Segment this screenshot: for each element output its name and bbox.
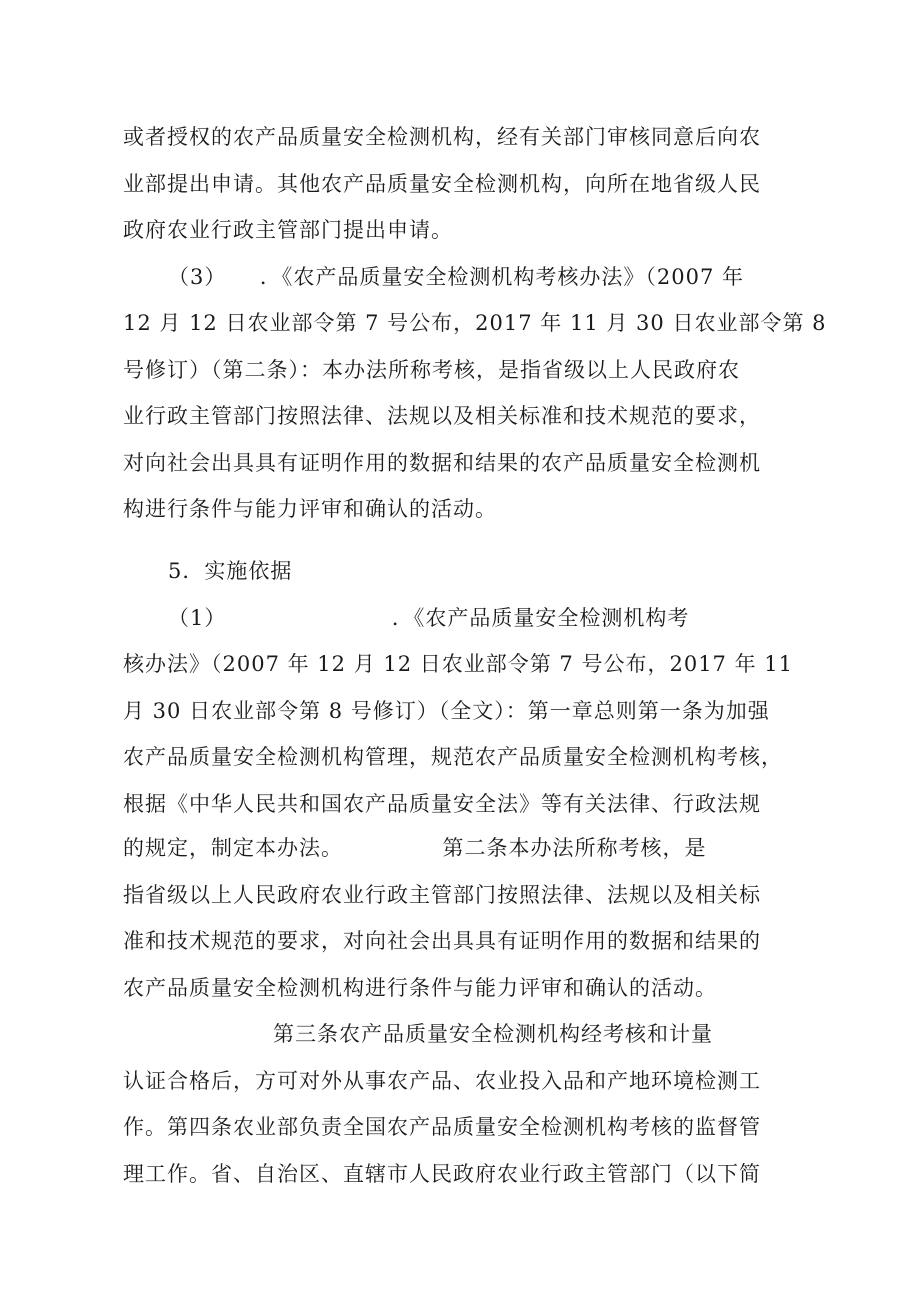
text-line: 核办法》（2007 年 12 月 12 日农业部令第 7 号公布，2017 年 11 xyxy=(123,652,793,676)
text-line: 号修订）（第二条）：本办法所称考核，是指省级以上人民政府农 xyxy=(123,358,740,382)
text-line: 农产品质量安全检测机构管理，规范农产品质量安全检测机构考核， xyxy=(123,745,783,769)
text-line: 或者授权的农产品质量安全检测机构，经有关部门审核同意后向农 xyxy=(123,125,761,149)
text-line: 认证合格后，方可对外从事农产品、农业投入品和产地环境检测工 xyxy=(123,1069,761,1093)
text-line: 月 30 日农业部令第 8 号修订）（全文）：第一章总则第一条为加强 xyxy=(123,699,770,723)
text-line: 业部提出申请。其他农产品质量安全检测机构，向所在地省级人民 xyxy=(123,172,761,196)
text-line: 指省级以上人民政府农业行政主管部门按照法律、法规以及相关标 xyxy=(123,883,761,907)
text-line: 农产品质量安全检测机构进行条件与能力评审和确认的活动。 xyxy=(123,976,717,1000)
text-line: 的规定，制定本办法。 第二条本办法所称考核，是 xyxy=(123,836,707,860)
text-line: 业行政主管部门按照法律、法规以及相关标准和技术规范的要求， xyxy=(123,404,761,428)
text-line: 对向社会出具具有证明作用的数据和结果的农产品质量安全检测机 xyxy=(123,451,761,475)
text-line: 根据《中华人民共和国农产品质量安全法》等有关法律、行政法规 xyxy=(123,792,761,816)
text-line: 第三条农产品质量安全检测机构经考核和计量 xyxy=(273,1022,713,1046)
text-line: 构进行条件与能力评审和确认的活动。 xyxy=(123,497,497,521)
text-line: 准和技术规范的要求，对向社会出具具有证明作用的数据和结果的 xyxy=(123,929,761,953)
text-line: 政府农业行政主管部门提出申请。 xyxy=(123,218,453,242)
text-line: 作。第四条农业部负责全国农产品质量安全检测机构考核的监督管 xyxy=(123,1115,761,1139)
text-line: 12 月 12 日农业部令第 7 号公布，2017 年 11 月 30 日农业部令第 8 xyxy=(123,311,827,335)
text-line: （3） ．《农产品质量安全检测机构考核办法》（2007 年 xyxy=(168,265,744,289)
section-heading: 5．实施依据 xyxy=(168,559,293,583)
text-line: 理工作。省、自治区、直辖市人民政府农业行政主管部门（以下简 xyxy=(123,1162,761,1186)
text-line: （1） ．《农产品质量安全检测机构考 xyxy=(168,606,690,630)
